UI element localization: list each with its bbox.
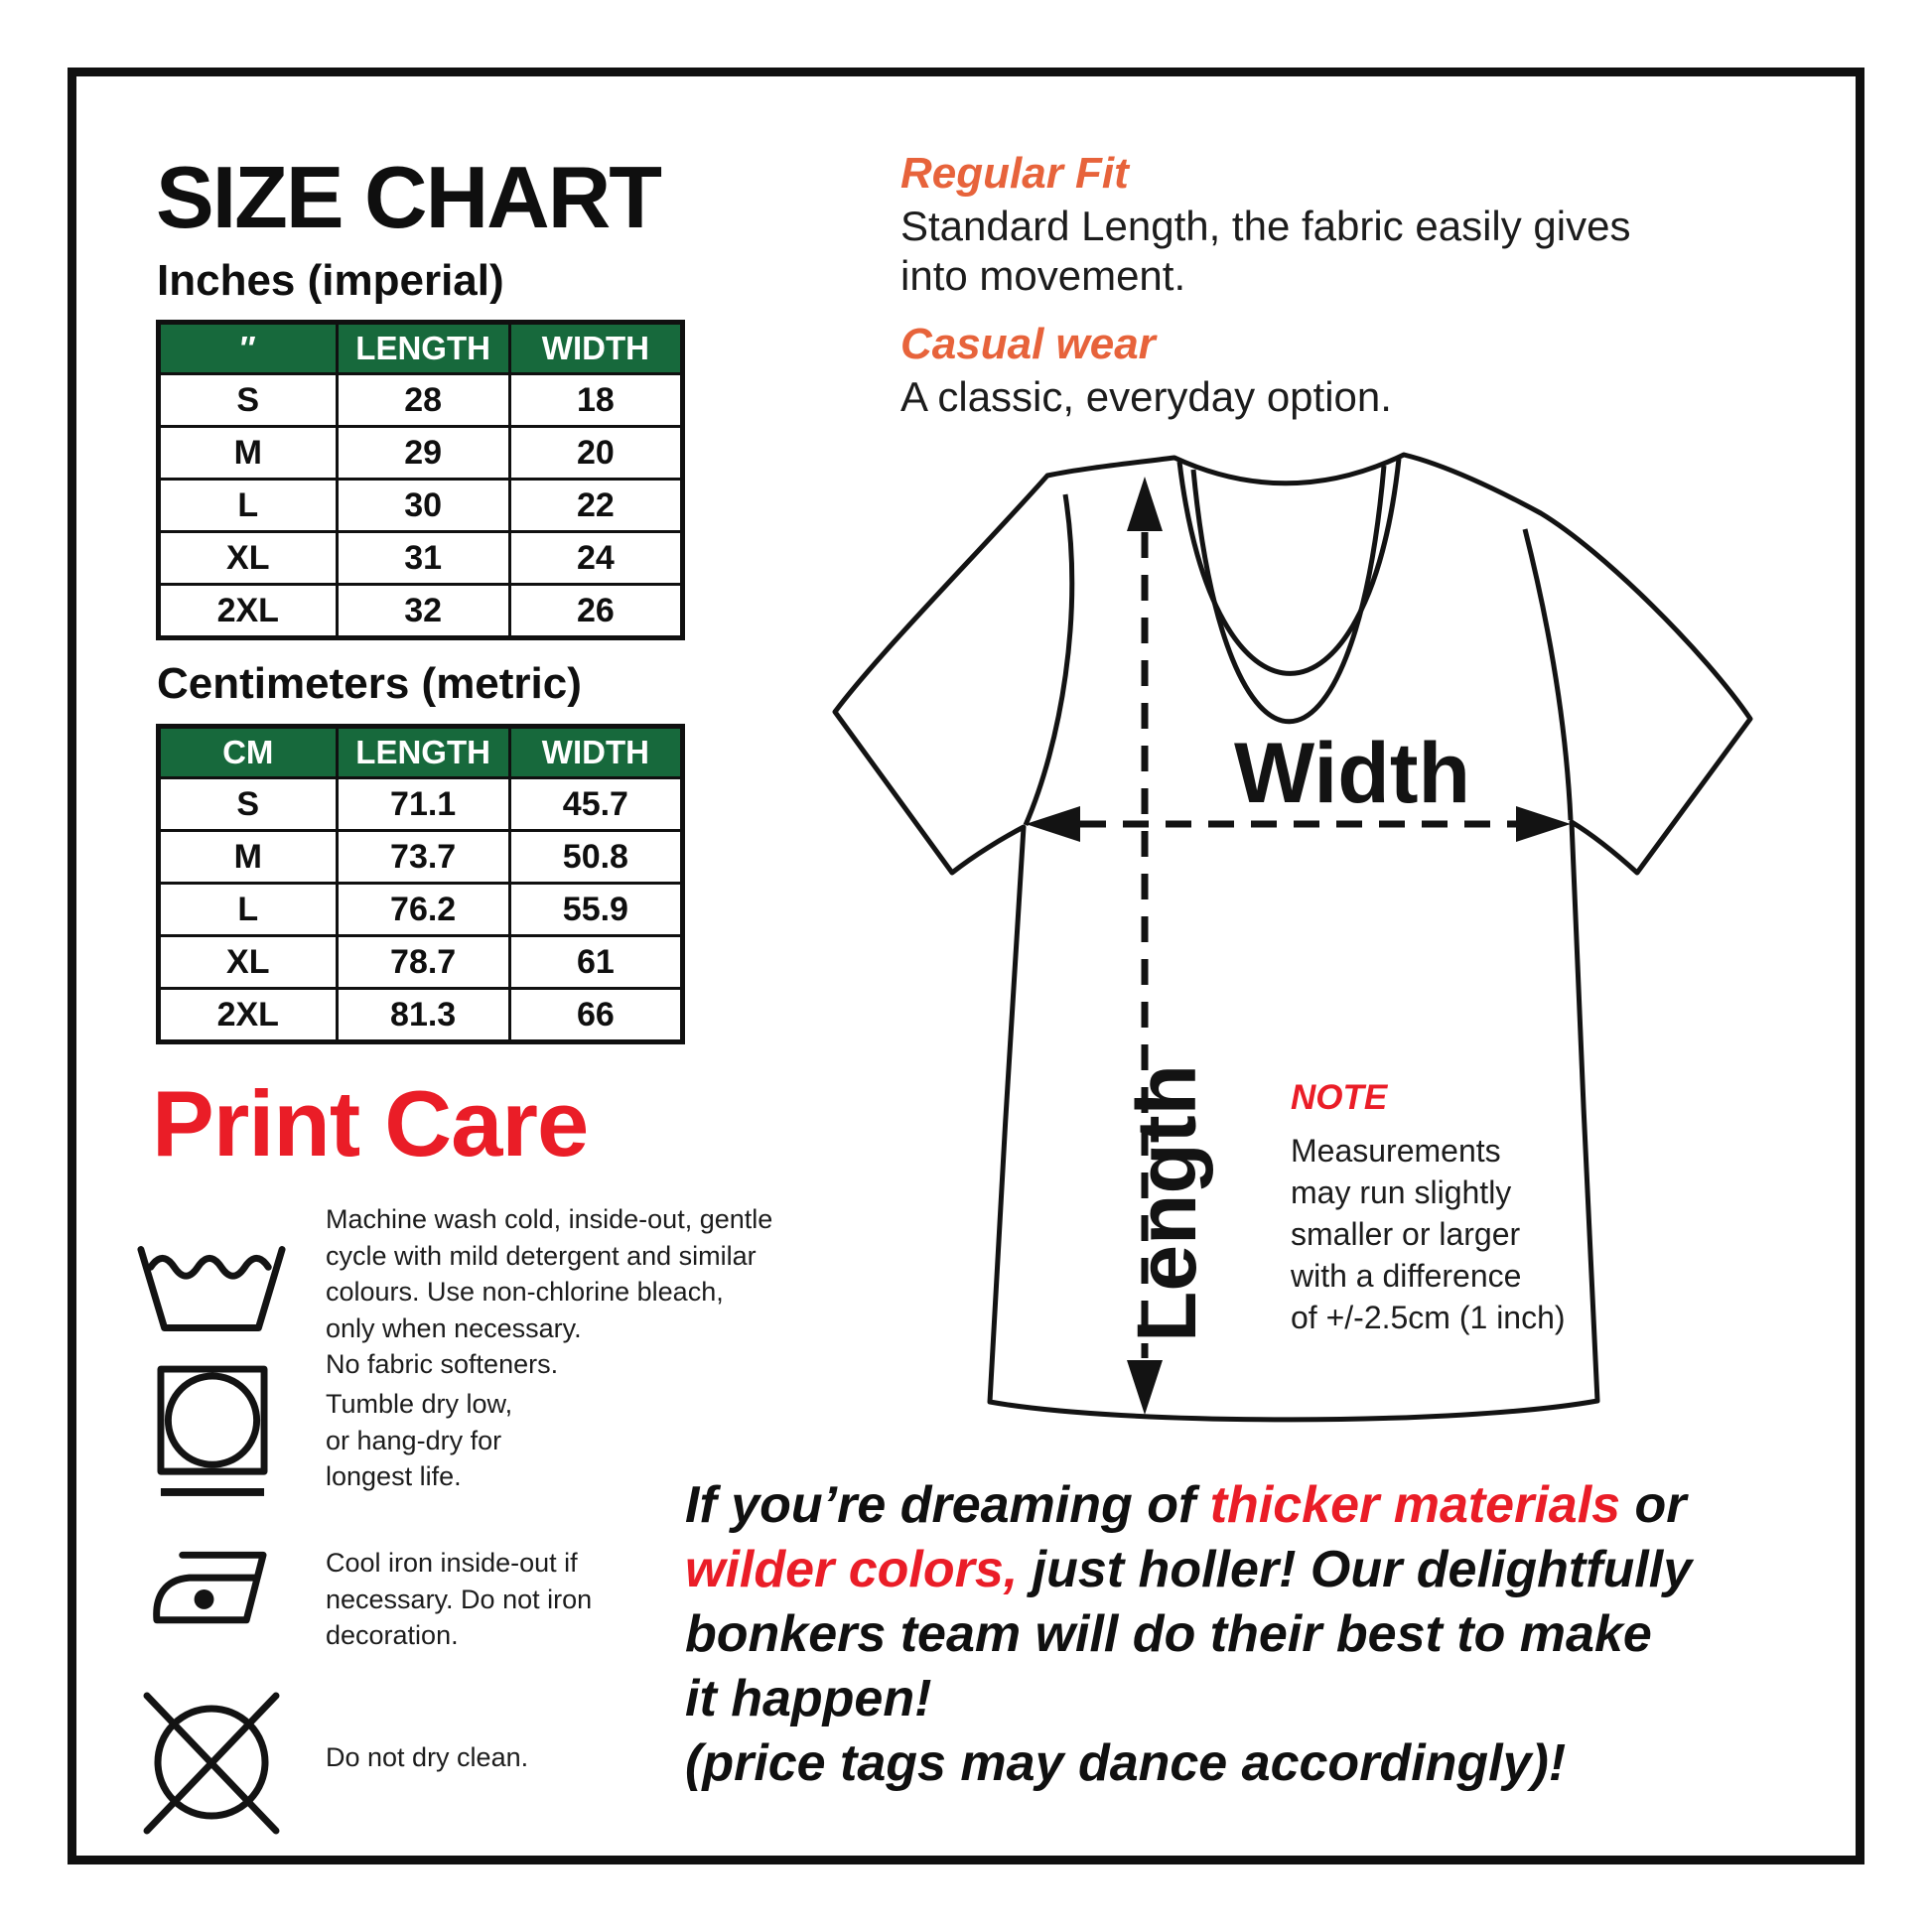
cell-size: M bbox=[159, 427, 338, 480]
care-line: Cool iron inside-out if bbox=[326, 1548, 578, 1578]
table-row bbox=[159, 374, 683, 427]
cell-size: 2XL bbox=[159, 585, 338, 638]
care-instruction-iron bbox=[326, 1545, 592, 1654]
closing-line bbox=[685, 1667, 1837, 1731]
cell-width: 20 bbox=[509, 427, 682, 480]
cell-length: 28 bbox=[337, 374, 509, 427]
cell-width: 55.9 bbox=[509, 884, 682, 936]
header-width: WIDTH bbox=[509, 727, 682, 778]
cell-width: 18 bbox=[509, 374, 682, 427]
wash-tub-icon bbox=[133, 1239, 290, 1338]
note-line: Measurements bbox=[1291, 1133, 1501, 1169]
table-header-row bbox=[159, 323, 683, 374]
note-line: of +/-2.5cm (1 inch) bbox=[1291, 1300, 1566, 1335]
closing-run-highlight: thicker materials bbox=[1209, 1476, 1621, 1534]
cell-size: XL bbox=[159, 532, 338, 585]
closing-run: it happen! bbox=[685, 1670, 932, 1727]
table-row bbox=[159, 884, 683, 936]
care-line: or hang-dry for bbox=[326, 1425, 502, 1455]
care-line: cycle with mild detergent and similar bbox=[326, 1240, 757, 1271]
closing-run: or bbox=[1620, 1476, 1687, 1534]
cell-width: 45.7 bbox=[509, 778, 682, 831]
care-instruction-wash bbox=[326, 1201, 772, 1383]
casual-wear-title: Casual wear bbox=[900, 320, 1156, 368]
care-line: Do not dry clean. bbox=[326, 1742, 529, 1772]
closing-run: If you’re dreaming of bbox=[685, 1476, 1210, 1534]
iron-dot bbox=[195, 1589, 214, 1609]
width-label: Width bbox=[1233, 726, 1471, 821]
care-line: decoration. bbox=[326, 1620, 459, 1650]
cell-size: S bbox=[159, 778, 338, 831]
cell-length: 71.1 bbox=[337, 778, 509, 831]
closing-line bbox=[685, 1731, 1837, 1796]
cell-length: 30 bbox=[337, 480, 509, 532]
do-not-dry-clean-icon bbox=[137, 1686, 286, 1840]
cell-size: 2XL bbox=[159, 989, 338, 1042]
cross-out-lines bbox=[147, 1696, 276, 1831]
cell-size: L bbox=[159, 884, 338, 936]
table-row bbox=[159, 585, 683, 638]
inches-table-title: Inches (imperial) bbox=[157, 256, 504, 305]
print-care-title: Print Care bbox=[152, 1071, 589, 1175]
length-label: Length bbox=[1120, 1064, 1213, 1342]
note-line: with a difference bbox=[1291, 1258, 1522, 1294]
cell-length: 73.7 bbox=[337, 831, 509, 884]
header-length: LENGTH bbox=[337, 323, 509, 374]
cell-width: 66 bbox=[509, 989, 682, 1042]
care-line: colours. Use non-chlorine bleach, bbox=[326, 1277, 724, 1307]
closing-run: (price tags may dance accordingly)! bbox=[685, 1734, 1567, 1792]
cell-width: 50.8 bbox=[509, 831, 682, 884]
cell-width: 26 bbox=[509, 585, 682, 638]
care-line: longest life. bbox=[326, 1461, 462, 1491]
table-row bbox=[159, 989, 683, 1042]
regular-fit-title: Regular Fit bbox=[900, 149, 1129, 198]
care-line: only when necessary. bbox=[326, 1312, 582, 1343]
header-unit: ″ bbox=[159, 323, 338, 374]
cm-table-wrap bbox=[156, 724, 685, 1044]
closing-line bbox=[685, 1538, 1837, 1602]
inches-table-wrap bbox=[156, 320, 685, 640]
inches-table bbox=[156, 320, 685, 640]
cell-length: 32 bbox=[337, 585, 509, 638]
cell-width: 24 bbox=[509, 532, 682, 585]
care-instruction-tumble bbox=[326, 1386, 512, 1495]
closing-run: bonkers team will do their best to make bbox=[685, 1605, 1652, 1663]
fit-line: A classic, everyday option. bbox=[900, 373, 1392, 420]
cell-size: L bbox=[159, 480, 338, 532]
cell-size: XL bbox=[159, 936, 338, 989]
page-title: SIZE CHART bbox=[156, 148, 660, 246]
note-line: smaller or larger bbox=[1291, 1216, 1521, 1252]
closing-run-highlight: wilder colors, bbox=[685, 1541, 1019, 1598]
cell-length: 78.7 bbox=[337, 936, 509, 989]
cell-width: 22 bbox=[509, 480, 682, 532]
cm-table-title: Centimeters (metric) bbox=[157, 659, 582, 708]
tumble-circle bbox=[168, 1376, 256, 1464]
cell-size: M bbox=[159, 831, 338, 884]
note-line: may run slightly bbox=[1291, 1174, 1512, 1210]
regular-fit-description bbox=[900, 202, 1630, 301]
note-block bbox=[1291, 1078, 1608, 1338]
fit-line: into movement. bbox=[900, 252, 1186, 299]
iron-outline bbox=[157, 1555, 263, 1619]
wash-water-wave bbox=[151, 1258, 269, 1276]
table-row bbox=[159, 936, 683, 989]
care-line: Machine wash cold, inside-out, gentle bbox=[326, 1204, 773, 1234]
tumble-square bbox=[161, 1369, 264, 1471]
closing-line bbox=[685, 1602, 1837, 1667]
iron-icon bbox=[147, 1545, 271, 1639]
cell-width: 61 bbox=[509, 936, 682, 989]
closing-run: just holler! Our delightfully bbox=[1018, 1541, 1693, 1598]
tumble-dry-icon bbox=[156, 1364, 269, 1499]
closing-line bbox=[685, 1473, 1837, 1538]
cell-length: 29 bbox=[337, 427, 509, 480]
note-title: NOTE bbox=[1291, 1078, 1388, 1117]
table-row bbox=[159, 532, 683, 585]
care-instruction-dry-clean bbox=[326, 1739, 528, 1776]
header-unit: CM bbox=[159, 727, 338, 778]
tumble-underline bbox=[161, 1488, 264, 1496]
cell-length: 76.2 bbox=[337, 884, 509, 936]
table-row bbox=[159, 480, 683, 532]
table-header-row bbox=[159, 727, 683, 778]
closing-paragraph bbox=[685, 1473, 1837, 1796]
care-line: Tumble dry low, bbox=[326, 1389, 513, 1419]
cm-table bbox=[156, 724, 685, 1044]
table-row bbox=[159, 831, 683, 884]
cell-length: 31 bbox=[337, 532, 509, 585]
table-row bbox=[159, 778, 683, 831]
cell-size: S bbox=[159, 374, 338, 427]
header-width: WIDTH bbox=[509, 323, 682, 374]
casual-wear-description bbox=[900, 372, 1392, 422]
cell-length: 81.3 bbox=[337, 989, 509, 1042]
header-length: LENGTH bbox=[337, 727, 509, 778]
fit-line: Standard Length, the fabric easily gives bbox=[900, 203, 1631, 249]
care-line: necessary. Do not iron bbox=[326, 1584, 593, 1614]
table-row bbox=[159, 427, 683, 480]
care-line: No fabric softeners. bbox=[326, 1349, 559, 1379]
